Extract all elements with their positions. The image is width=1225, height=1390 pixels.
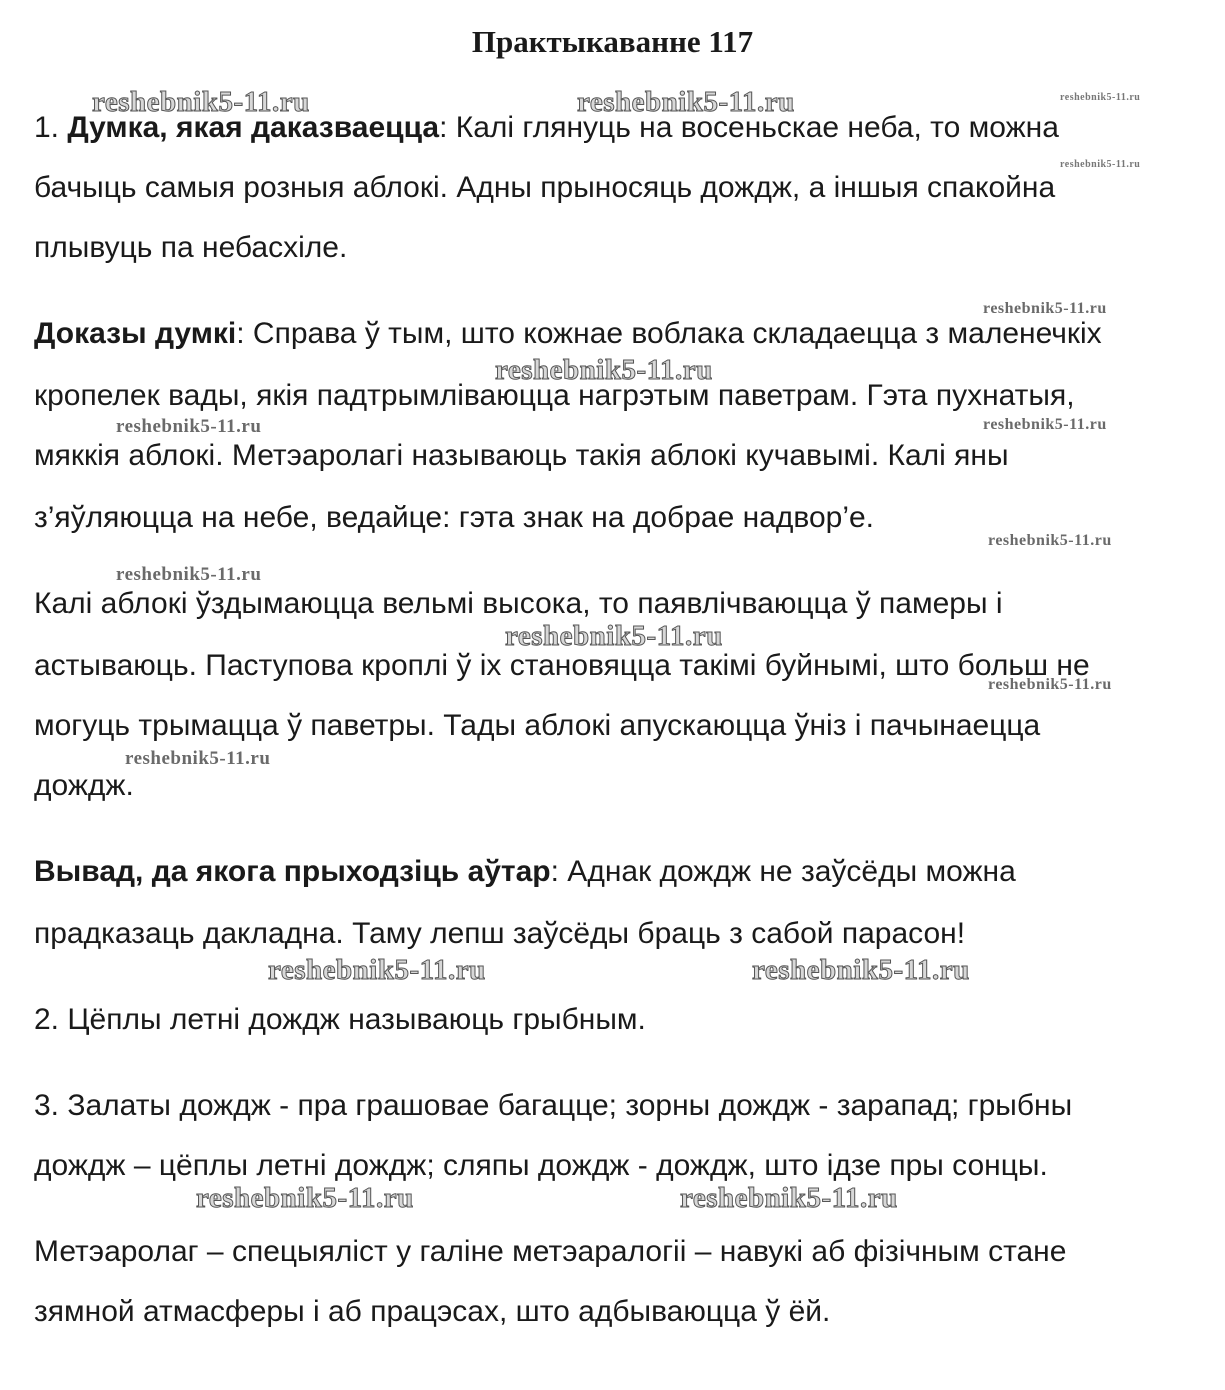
watermark: reshebnik5-11.ru: [577, 86, 795, 118]
conclusion-line-2: прадказаць дакладна. Таму лепш заўсёды браць з сабой парасон!: [34, 917, 966, 950]
thesis-line-2: бачыць самыя розныя аблокі. Адны прыносяць дождж, а іншыя спакойна: [34, 171, 1056, 204]
watermark: reshebnik5-11.ru: [1060, 159, 1141, 170]
para2-line-4: дождж.: [34, 769, 134, 802]
page-title: Практыкаванне 117: [471, 24, 754, 59]
para2-line-1: Калі аблокі ўздымаюцца вельмі высока, то паявлічваюцца ў памеры і: [34, 587, 1003, 620]
section3-line-2: дождж – цёплы летні дождж; сляпы дождж - дождж, што ідзе пры сонцы.: [34, 1149, 1048, 1182]
watermark: reshebnik5-11.ru: [983, 416, 1107, 433]
para2-line-2: астываюць. Паступова кроплі ў іх становяцца такімі буйнымі, што больш не: [34, 649, 1090, 682]
watermark: reshebnik5-11.ru: [983, 300, 1107, 317]
watermark: reshebnik5-11.ru: [116, 416, 262, 437]
thesis-label: Думка, якая даказваецца: [67, 111, 440, 144]
thesis-line-1: 1. Думка, якая даказваецца: Калі глянуць на восеньскае неба, то можна: [34, 111, 1059, 144]
section3-line-3: Метэаролаг – спецыяліст у галіне метэаралогіі – навукі аб фізічным стане: [34, 1235, 1067, 1268]
proof-label: Доказы думкі: [34, 317, 237, 350]
watermark: reshebnik5-11.ru: [92, 86, 310, 118]
watermark: reshebnik5-11.ru: [505, 620, 723, 652]
watermark: reshebnik5-11.ru: [680, 1182, 898, 1214]
watermark: reshebnik5-11.ru: [116, 564, 262, 585]
proof-line-3: мяккія аблокі. Метэаролагі называюць такія аблокі кучавымі. Калі яны: [34, 439, 1009, 472]
conclusion-label: Вывад, да якога прыходзіць аўтар: [34, 855, 551, 888]
section-2: 2. Цёплы летні дождж называюць грыбным.: [34, 1003, 646, 1036]
conclusion-line-1: Вывад, да якога прыходзіць аўтар: Аднак дождж не заўсёды можна: [34, 855, 1016, 888]
watermark: reshebnik5-11.ru: [495, 354, 713, 386]
watermark: reshebnik5-11.ru: [988, 532, 1112, 549]
proof-line-4: з’яўляюцца на небе, ведайце: гэта знак на добрае надвор’е.: [34, 501, 875, 534]
thesis-line-3: плывуць па небасхіле.: [34, 231, 348, 264]
section3-line-4: зямной атмасферы і аб працэсах, што адбываюцца ў ёй.: [34, 1295, 831, 1328]
proof-line-1: Доказы думкі: Справа ў тым, што кожнае воблака складаецца з маленечкіх: [34, 317, 1102, 350]
watermark: reshebnik5-11.ru: [988, 676, 1112, 693]
para2-line-3: могуць трымацца ў паветры. Тады аблокі апускаюцца ўніз і пачынаецца: [34, 709, 1041, 742]
watermark: reshebnik5-11.ru: [1060, 92, 1141, 103]
proof-line-2: кропелек вады, якія падтрымліваюцца нагрэтым паветрам. Гэта пухнатыя,: [34, 379, 1075, 412]
watermark: reshebnik5-11.ru: [268, 954, 486, 986]
watermark: reshebnik5-11.ru: [125, 748, 271, 769]
section3-line-1: 3. Залаты дождж - пра грашовае багацце; зорны дождж - зарапад; грыбны: [34, 1089, 1073, 1122]
watermark: reshebnik5-11.ru: [196, 1182, 414, 1214]
watermark: reshebnik5-11.ru: [752, 954, 970, 986]
